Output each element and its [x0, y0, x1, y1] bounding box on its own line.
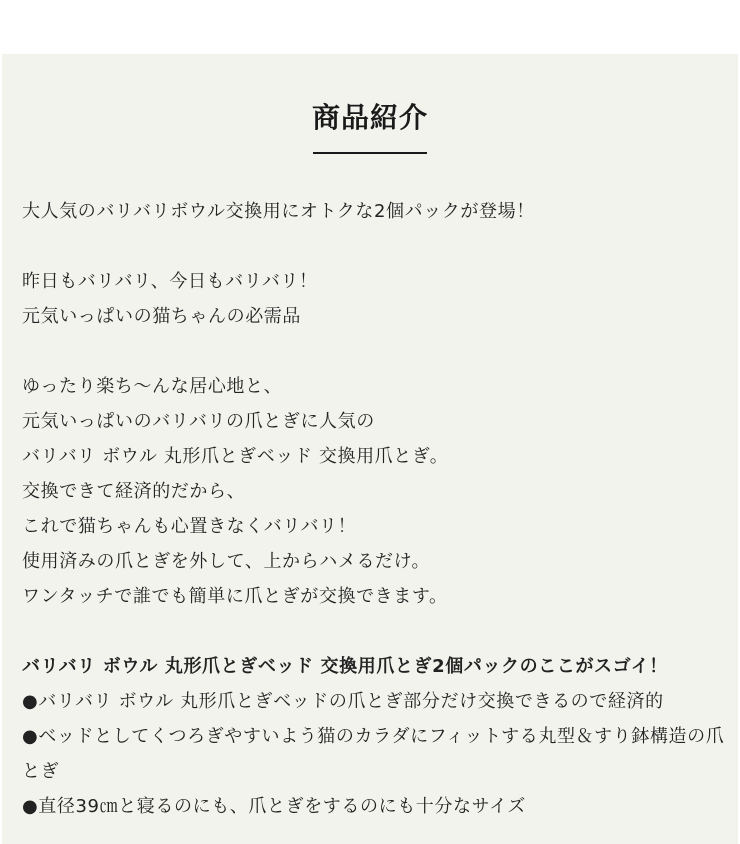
- paragraph-gap: [22, 614, 727, 649]
- paragraph-gap: [22, 229, 727, 264]
- bullet-item: ●バリバリ ボウル 丸形爪とぎベッドの爪とぎ部分だけ交換できるので経済的: [22, 691, 664, 712]
- text-line: 交換できて経済的だから、: [22, 481, 246, 502]
- text-line: 元気いっぱいのバリバリの爪とぎに人気の: [22, 411, 375, 432]
- paragraph-gap: [22, 334, 727, 369]
- text-line: 元気いっぱいの猫ちゃんの必需品: [22, 306, 301, 327]
- text-line: 使用済みの爪とぎを外して、上からハメるだけ。: [22, 551, 431, 572]
- product-description: [22, 194, 727, 824]
- text-line: これで猫ちゃんも心置きなくバリバリ！: [22, 516, 357, 537]
- text-line: 昨日もバリバリ、今日もバリバリ！: [22, 271, 318, 292]
- section-title: 商品紹介: [311, 101, 428, 134]
- bullet-item: ●直径39㎝と寝るのにも、爪とぎをするのにも十分なサイズ: [22, 796, 526, 817]
- text-line: バリバリ ボウル 丸形爪とぎベッド 交換用爪とぎ。: [22, 446, 449, 467]
- intro-line: 大人気のバリバリボウル交換用にオトクな2個パックが登場！: [22, 201, 535, 222]
- highlight-heading: バリバリ ボウル 丸形爪とぎベッド 交換用爪とぎ2個パックのここがスゴイ！: [22, 656, 668, 677]
- bullet-item: ●ベッドとしてくつろぎやすいよう猫のカラダにフィットする丸型＆すり鉢構造の爪とぎ: [22, 726, 725, 782]
- text-line: ゆったり楽ち〜んな居心地と、: [22, 376, 283, 397]
- text-line: ワンタッチで誰でも簡単に爪とぎが交換できます。: [22, 586, 448, 607]
- title-underline: [313, 152, 427, 154]
